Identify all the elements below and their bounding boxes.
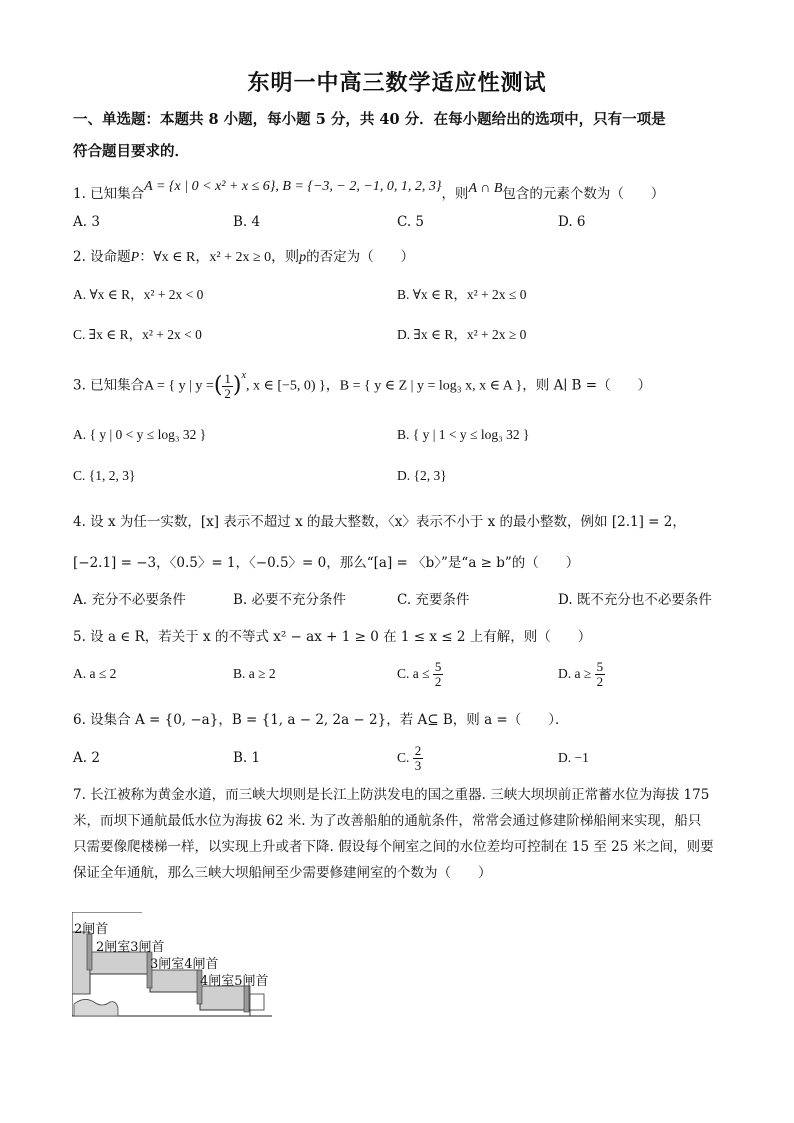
- q5-option-d: [558, 656, 605, 692]
- chamber-3: [150, 970, 200, 992]
- question-7-body: [73, 782, 723, 886]
- q2-stem-mid: ：∀x ∈ R，x² + 2x ≥ 0，则: [139, 250, 300, 265]
- q3-option-a: A. { y | 0 < y ≤ log₃ 32 }: [73, 427, 207, 442]
- q3-frac-num: 1: [224, 370, 231, 386]
- gate-5: [244, 986, 249, 1012]
- gate-2: [87, 934, 92, 970]
- q5-option-d-label: D. a ≥: [558, 666, 592, 681]
- q5-c-frac-num: 5: [434, 659, 442, 675]
- q5-c-fraction: [433, 660, 444, 689]
- q4-option-b: B. 必要不充分条件: [233, 592, 347, 608]
- q3-suffix: ，则 A∣ B =（ ）: [522, 377, 652, 394]
- question-4-line-1: 4. 设 x 为任一实数，[x] 表示不超过 x 的最大整数，〈x〉表示不小于 x 的最小整数，例如 [2.1] = 2，: [73, 514, 686, 530]
- q2-stem-pre: 2. 设命题: [73, 249, 131, 265]
- q3-prefix: 3. 已知集合: [73, 377, 145, 394]
- q6-option-d: D. −1: [558, 750, 589, 765]
- q2-p: P: [130, 250, 140, 265]
- q3-set-a-right: , x ∈ [−5, 0) }: [245, 378, 326, 394]
- q6-option-a: A. 2: [73, 750, 100, 766]
- q1-option-c: C. 5: [397, 214, 425, 230]
- q3-paren-close: ): [232, 373, 242, 398]
- section-heading-cont: 符合题目要求的．: [73, 143, 189, 160]
- q6-c-fraction: [413, 744, 424, 773]
- q6-c-frac-num: 2: [414, 743, 422, 759]
- diagram-label-1: 2闸首: [74, 922, 109, 937]
- q3-option-d: D. {2, 3}: [397, 468, 447, 483]
- diagram-label-2: 2闸室3闸首: [96, 940, 165, 955]
- q1-option-b: B. 4: [233, 214, 261, 230]
- q5-option-b: B. a ≥ 2: [233, 666, 276, 681]
- q3-option-b: B. { y | 1 < y ≤ log₃ 32 }: [397, 427, 530, 442]
- q3-exponent: x: [241, 370, 246, 381]
- question-6-stem: 6. 设集合 A = {0, −a}，B = {1, a − 2, 2a − 2}，若 A⊆ B，则 a =（ ）．: [73, 712, 569, 728]
- q5-option-a: A. a ≤ 2: [73, 666, 117, 681]
- chamber-4: [200, 986, 250, 1010]
- q2-option-d: D. ∃x ∈ R，x² + 2x ≥ 0: [397, 327, 527, 342]
- q4-option-c: C. 充要条件: [397, 592, 470, 608]
- q5-option-c: [397, 656, 443, 692]
- q2-option-b: B. ∀x ∈ R，x² + 2x ≤ 0: [397, 287, 527, 302]
- q2-option-a: A. ∀x ∈ R，x² + 2x < 0: [73, 287, 204, 302]
- q3-option-c: C. {1, 2, 3}: [73, 468, 136, 483]
- q1-suffix: 包含的元素个数为（ ）: [502, 186, 665, 202]
- q6-option-b: B. 1: [233, 750, 261, 766]
- q5-option-c-label: C. a ≤: [397, 666, 430, 681]
- q3-set-b: ，B = { y ∈ Z | y = log₃ x, x ∈ A }: [325, 378, 523, 394]
- question-5-stem: 5. 设 a ∈ R，若关于 x 的不等式 x² − ax + 1 ≥ 0 在 1 ≤ x ≤ 2 上有解，则（ ）: [73, 629, 592, 645]
- q1-option-a: A. 3: [73, 214, 100, 230]
- q1-prefix: 1. 已知集合: [73, 186, 145, 202]
- q7-line-4: 保证全年通航，那么三峡大坝船闸至少需要修建闸室的个数为（ ）: [73, 865, 492, 881]
- q2-p2: p: [299, 250, 307, 265]
- q5-d-frac-den: 2: [596, 674, 604, 690]
- question-1-stem: [73, 179, 665, 203]
- q5-c-frac-den: 2: [434, 674, 442, 690]
- q1-set-b: , B = {−3, − 2, −1, 0, 1, 2, 3}: [275, 179, 442, 194]
- q1-intersection: A ∩ B: [468, 181, 503, 196]
- q5-d-frac-num: 5: [596, 659, 604, 675]
- q5-d-fraction: [595, 660, 606, 689]
- q3-paren-open: (: [213, 373, 223, 398]
- q3-frac-den: 2: [224, 385, 231, 401]
- chamber-2: [90, 952, 150, 974]
- page-title: 东明一中高三数学适应性测试: [247, 70, 547, 96]
- q6-option-c: [397, 738, 423, 778]
- q3-fraction: [222, 372, 233, 401]
- question-4-line-2: [−2.1] = −3，〈0.5〉= 1，〈−0.5〉= 0，那么“[a] = 〈b〉”是“a ≥ b”的（ ）: [73, 555, 580, 571]
- q6-c-frac-den: 3: [414, 758, 422, 774]
- q1-suffix-pre: ，则: [441, 186, 469, 202]
- q7-line-3: 只需要像爬楼梯一样，以实现上升或者下降. 假设每个闸室之间的水位差均可控制在 15 至 25 米之间，则要: [73, 839, 714, 855]
- ship-lock-diagram: [72, 912, 280, 1020]
- question-3-stem: [73, 362, 651, 402]
- q4-option-a: A. 充分不必要条件: [73, 592, 186, 608]
- q7-line-2: 米，而坝下通航最低水位为海拔 62 米. 为了改善船舶的通航条件，常常会通过修建阶梯船闸来实现，船只: [73, 813, 702, 829]
- section-heading: 一、单选题：本题共 8 小题，每小题 5 分，共 40 分．在每小题给出的选项中，只有一项是: [73, 111, 666, 128]
- q2-stem-post: 的否定为（ ）: [306, 249, 415, 265]
- q1-set-a: A = {x | 0 < x² + x ≤ 6}: [144, 179, 276, 194]
- q4-option-d: D. 既不充分也不必要条件: [558, 592, 712, 608]
- q7-line-1: 7. 长江被称为黄金水道，而三峡大坝则是长江上防洪发电的国之重器. 三峡大坝坝前正常蓄水位为海拔 175: [73, 787, 710, 803]
- q3-set-a-left: A = { y | y =: [144, 378, 214, 394]
- q1-option-d: D. 6: [558, 214, 586, 230]
- q2-option-c: C. ∃x ∈ R，x² + 2x < 0: [73, 327, 202, 342]
- rock-shape: [74, 999, 118, 1016]
- diagram-label-4: 4闸室5闸首: [200, 974, 269, 989]
- q6-option-c-label: C.: [397, 750, 410, 765]
- diagram-label-3: 3闸室4闸首: [150, 957, 219, 972]
- question-2-stem: [73, 245, 414, 266]
